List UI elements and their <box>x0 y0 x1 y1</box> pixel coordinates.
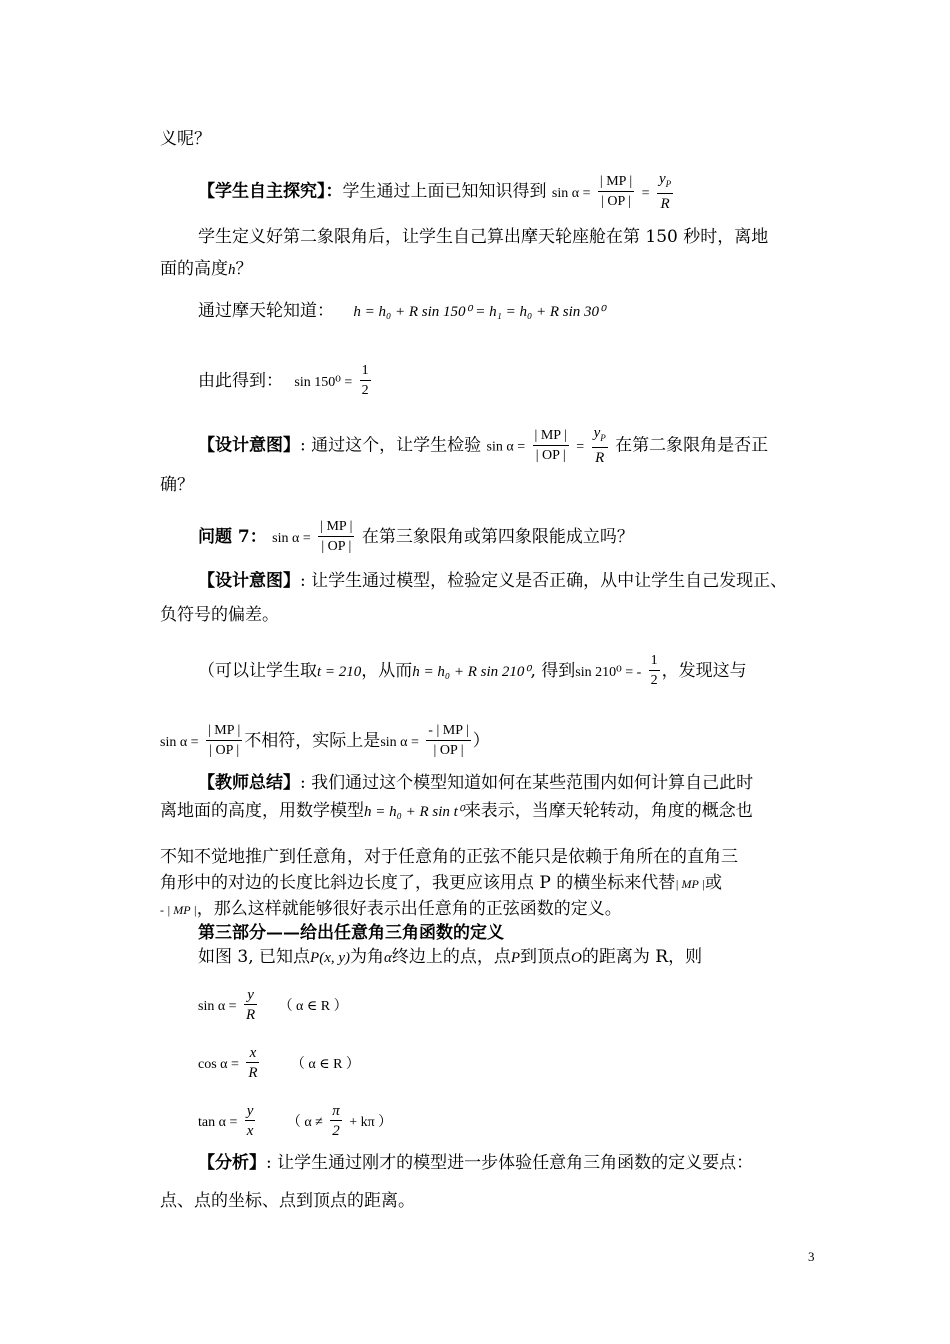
one-half-fraction: $\frac{1}{2}$ <box>361 363 369 398</box>
definition-paragraph: - | MP |，那么这样就能够很好表示出任意角的正弦函数的定义。 <box>160 899 622 919</box>
ferris-wheel-paragraph: 通过摩天轮知道： h = h₀ + R sin 150⁰ = h₁ = h₀ + R sin 30⁰ <box>198 301 606 321</box>
design-intent-paragraph-2: 【设计意图】: 让学生通过模型，检验定义是否正确，从中让学生自己发现正、 <box>198 571 788 591</box>
setup-paragraph: 如图 3, 已知点P(x, y)为角α终边上的点，点P到顶点O的距离为 R，则 <box>198 947 703 967</box>
student-explore-paragraph <box>198 170 675 214</box>
teacher-summary-paragraph: 【教师总结】: 我们通过这个模型知道如何在某些范围内如何计算自己此时 <box>198 773 754 793</box>
question-7: 问题 7： sin α = $\frac{| MP |}{| OP |}$ 在第三象限角或第四象限能成立吗？ <box>198 519 634 554</box>
generalize-paragraph: 不知不觉地推广到任意角，对于任意角的正弦不能只是依赖于角所在的直角三 <box>160 847 738 867</box>
sin-definition-equation: sin α = $\frac{| MP |}{| OP |}$ = $\frac{y_P}{R}$ <box>551 171 672 212</box>
student-explore-text: 学生通过上面已知知识得到 <box>342 181 547 202</box>
design-intent-paragraph-1: 【设计意图】: 通过这个，让学生检验 sin α = $\frac{| MP |}{| OP |}$ = $\frac{y_P}{R}$ 在第二象限角是否正 <box>198 425 769 466</box>
analysis-continuation: 点、点的坐标、点到顶点的距离。 <box>160 1191 415 1211</box>
cos-formula: cos α = $\frac{x}{R}$ （ α ∈ R ） <box>198 1045 360 1081</box>
analysis-paragraph: 【分析】: 让学生通过刚才的模型进一步体验任意角三角函数的定义要点： <box>198 1153 754 1173</box>
paragraph-height: 面的高度h？ <box>160 259 253 279</box>
design-intent-label: 【设计意图】 <box>198 435 300 456</box>
mismatch-paragraph: sin α = $\frac{| MP |}{| OP |}$ 不相符，实际上是sin α = $\frac{- | MP |}{| OP |}$ ） <box>160 723 490 758</box>
teacher-summary-label: 【教师总结】 <box>198 773 300 793</box>
section-heading: 第三部分——给出任意角三角函数的定义 <box>198 923 504 943</box>
model-paragraph: 离地面的高度，用数学模型h = h₀ + R sin t⁰来表示，当摩天轮转动，角度的概念也 <box>160 801 753 821</box>
height-equation: h = h₀ + R sin 150⁰ = h₁ = h₀ + R sin 30⁰ <box>353 304 606 320</box>
question-7-label: 问题 7： <box>198 527 267 547</box>
paragraph-continuation-2: 确？ <box>160 475 194 495</box>
result-paragraph: 由此得到： sin 150⁰ = $\frac{1}{2}$ <box>198 362 373 401</box>
paragraph-second-quadrant: 学生定义好第二象限角后，让学生自己算出摩天轮座舱在第 150 秒时，离地 <box>198 227 769 247</box>
paragraph-continuation-3: 负符号的偏差。 <box>160 605 279 625</box>
example-paragraph: （可以让学生取t = 210，从而h = h₀ + R sin 210⁰, 得到sin 210⁰ = - $\frac{1}{2}$ ，发现这与 <box>198 653 747 688</box>
page-number: 3 <box>808 1249 815 1264</box>
student-explore-label: 【学生自主探究】： <box>198 181 343 202</box>
tan-formula: tan α = $\frac{y}{x}$ （ α ≠ $\frac{\pi}{2}$ + kπ ） <box>198 1103 393 1139</box>
paragraph-continuation: 义呢？ <box>160 129 211 149</box>
sin-formula: sin α = $\frac{y}{R}$ （ α ∈ R ） <box>198 987 348 1023</box>
analysis-label: 【分析】 <box>198 1153 266 1173</box>
coordinate-paragraph: 角形中的对边的长度比斜边长度了，我更应该用点 P 的横坐标来代替| MP |或 <box>160 873 722 893</box>
